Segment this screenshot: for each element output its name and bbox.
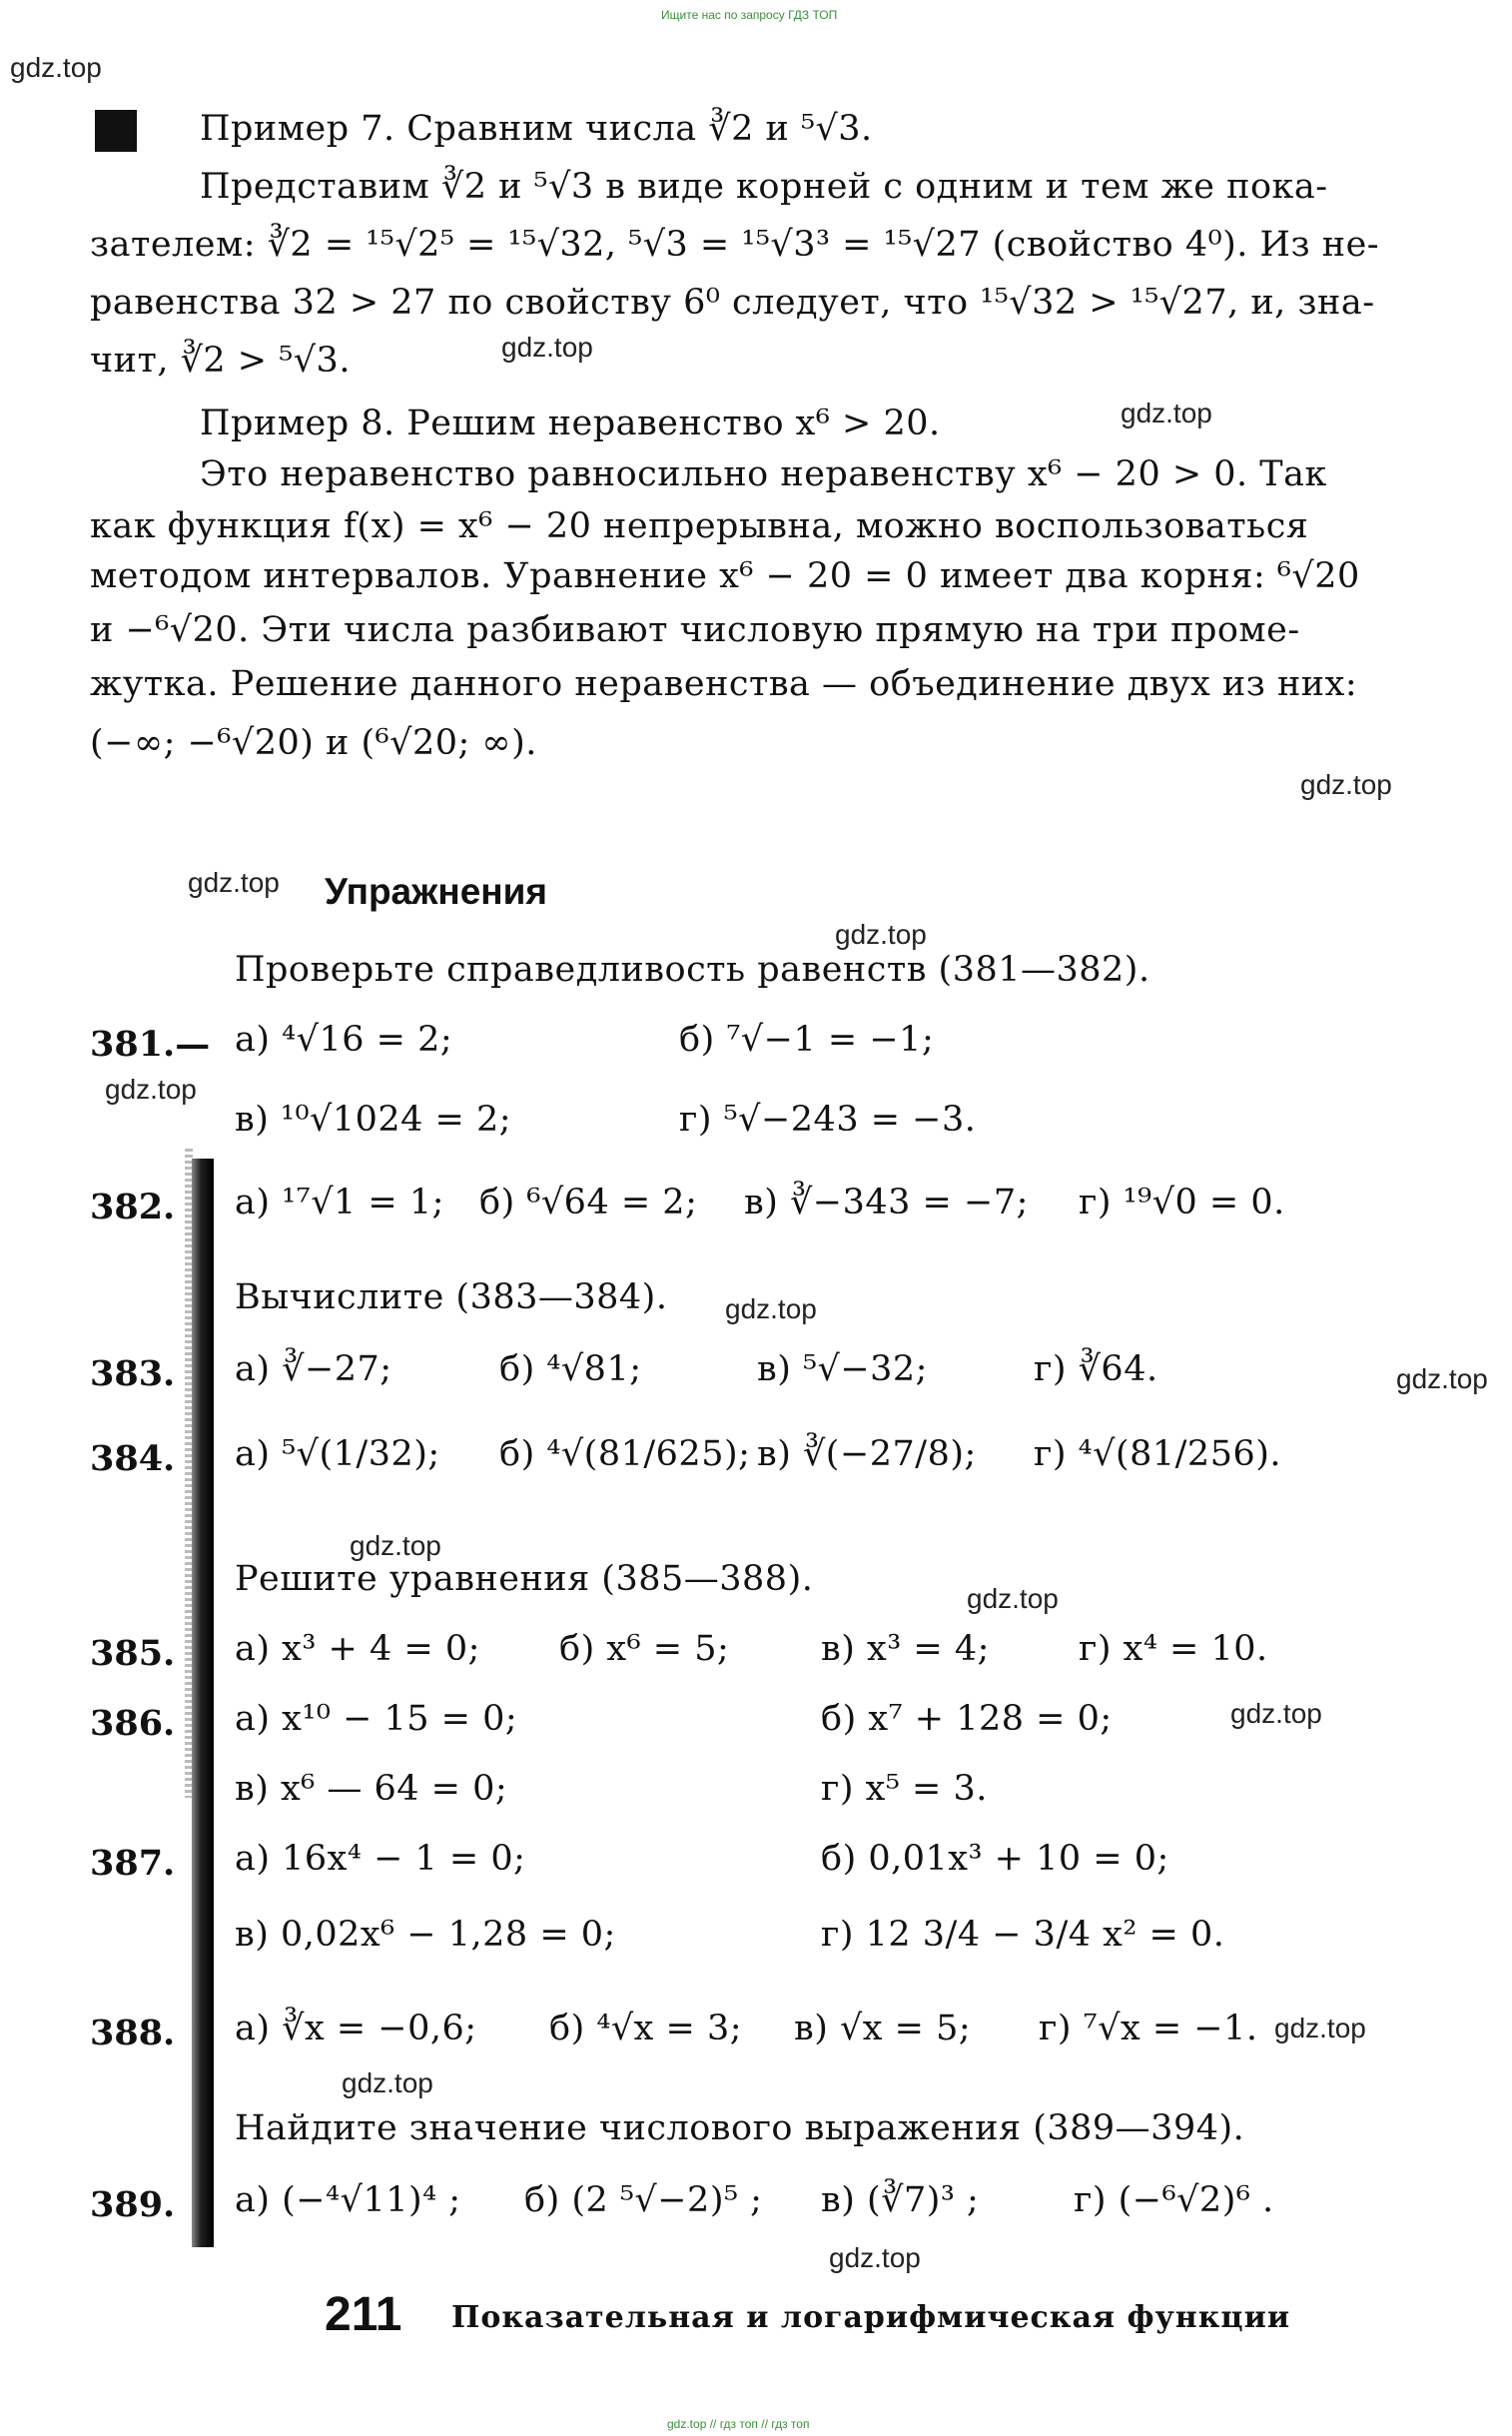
exercise-item: б) ⁴√x = 3;	[549, 2009, 743, 2048]
exercise-item: г) ∛64.	[1034, 1349, 1158, 1389]
exercise-item: г) x⁴ = 10.	[1079, 1629, 1268, 1669]
watermark: gdz.top	[835, 919, 927, 950]
exercise-number: 385.	[90, 1633, 176, 1674]
watermark: gdz.top	[829, 2242, 921, 2273]
example7-line5: чит, ∛2 > ⁵√3.	[90, 341, 351, 381]
exercise-item: а) ∛−27;	[235, 1349, 392, 1389]
watermark: gdz.top	[1274, 2013, 1366, 2043]
watermark: gdz.top	[350, 1530, 441, 1561]
example8-line3: как функция f(x) = x⁶ − 20 непрерывна, можно воспользоваться	[90, 506, 1309, 546]
exercise-item: а) ⁴√16 = 2;	[235, 1020, 453, 1060]
exercise-item: а) ¹⁷√1 = 1;	[235, 1183, 444, 1222]
bottom-note: gdz.top // гдз топ // гдз топ	[667, 2417, 810, 2431]
exercise-item: в) ¹⁰√1024 = 2;	[235, 1100, 512, 1140]
exercise-item: а) x³ + 4 = 0;	[235, 1629, 480, 1669]
exercise-number: 382.	[90, 1187, 176, 1227]
instruction-385-388: Решите уравнения (385—388).	[235, 1559, 814, 1599]
exercise-item: г) ⁷√x = −1.	[1039, 2009, 1258, 2048]
exercise-item: в) (∛7)³ ;	[821, 2180, 980, 2220]
instruction-389-394: Найдите значение числового выражения (389—394).	[235, 2108, 1245, 2148]
exercise-item: г) 12 3/4 − 3/4 x² = 0.	[821, 1915, 1225, 1955]
exercise-item: б) ⁴√(81/625);	[499, 1434, 751, 1474]
exercise-item: б) 0,01x³ + 10 = 0;	[821, 1839, 1169, 1879]
exercise-item: б) ⁶√64 = 2;	[479, 1183, 698, 1222]
exercise-item: а) 16x⁴ − 1 = 0;	[235, 1839, 526, 1879]
exercise-number: 389.	[90, 2184, 176, 2225]
example-marker-square	[95, 110, 137, 152]
example7-line2: Представим ∛2 и ⁵√3 в виде корней с одним и тем же пока-	[200, 167, 1328, 207]
exercise-item: в) x⁶ — 64 = 0;	[235, 1769, 508, 1809]
exercise-item: в) x³ = 4;	[821, 1629, 990, 1669]
exercise-item: в) ⁵√−32;	[757, 1349, 928, 1389]
exercise-item: г) (−⁶√2)⁶ .	[1074, 2180, 1274, 2220]
watermark: gdz.top	[1121, 398, 1212, 428]
example8-line1: Пример 8. Решим неравенство x⁶ > 20.	[200, 404, 941, 443]
exercise-item: а) ⁵√(1/32);	[235, 1434, 440, 1474]
section-title: Упражнения	[325, 871, 547, 912]
example7-line1: Пример 7. Сравним числа ∛2 и ⁵√3.	[200, 109, 873, 149]
example7-line4: равенства 32 > 27 по свойству 6⁰ следует, что ¹⁵√32 > ¹⁵√27, и, зна-	[90, 283, 1375, 323]
watermark: gdz.top	[1396, 1363, 1488, 1394]
example8-line6: жутка. Решение данного неравенства — объединение двух из них:	[90, 664, 1358, 704]
example7-line3: зателем: ∛2 = ¹⁵√2⁵ = ¹⁵√32, ⁵√3 = ¹⁵√3³ = ¹⁵√27 (свойство 4⁰). Из не-	[90, 225, 1380, 265]
exercise-item: в) √x = 5;	[794, 2009, 972, 2048]
watermark: gdz.top	[967, 1583, 1059, 1614]
exercise-number: 386.	[90, 1703, 176, 1744]
watermark: gdz.top	[1300, 769, 1392, 800]
watermark: gdz.top	[1230, 1698, 1322, 1729]
exercise-number: 387.	[90, 1843, 176, 1884]
exercise-item: в) ∛(−27/8);	[757, 1434, 977, 1474]
watermark: gdz.top	[10, 52, 102, 83]
exercise-item: б) ⁷√−1 = −1;	[679, 1020, 935, 1060]
watermark: gdz.top	[501, 332, 593, 363]
example8-line2: Это неравенство равносильно неравенству x⁶ − 20 > 0. Так	[200, 454, 1327, 494]
margin-bar	[192, 1159, 214, 2247]
exercise-item: г) ⁴√(81/256).	[1034, 1434, 1282, 1474]
exercise-item: а) x¹⁰ − 15 = 0;	[235, 1699, 518, 1739]
instruction-381-382: Проверьте справедливость равенств (381—382).	[235, 950, 1150, 990]
exercise-item: а) (−⁴√11)⁴ ;	[235, 2180, 461, 2220]
exercise-item: б) ⁴√81;	[499, 1349, 642, 1389]
exercise-item: б) x⁷ + 128 = 0;	[821, 1699, 1113, 1739]
watermark: gdz.top	[725, 1293, 817, 1324]
exercise-item: б) x⁶ = 5;	[559, 1629, 730, 1669]
watermark: gdz.top	[342, 2067, 433, 2098]
exercise-number: 388.	[90, 2013, 176, 2053]
exercise-number: 381.—	[90, 1024, 211, 1065]
exercise-item: б) (2 ⁵√−2)⁵ ;	[524, 2180, 763, 2220]
exercise-item: г) x⁵ = 3.	[821, 1769, 988, 1809]
instruction-383-384: Вычислите (383—384).	[235, 1277, 668, 1317]
example8-line5: и −⁶√20. Эти числа разбивают числовую прямую на три проме-	[90, 610, 1300, 650]
page-number: 211	[325, 2288, 402, 2341]
exercise-item: в) ∛−343 = −7;	[744, 1183, 1029, 1222]
example8-line4: методом интервалов. Уравнение x⁶ − 20 = 0 имеет два корня: ⁶√20	[90, 556, 1360, 596]
top-search-note: Ищите нас по запросу ГДЗ ТОП	[661, 8, 838, 22]
watermark: gdz.top	[105, 1074, 197, 1105]
example8-line7: (−∞; −⁶√20) и (⁶√20; ∞).	[90, 723, 537, 763]
running-footer-title: Показательная и логарифмическая функции	[451, 2300, 1291, 2335]
exercise-number: 384.	[90, 1438, 176, 1479]
exercise-number: 383.	[90, 1353, 176, 1394]
exercise-item: в) 0,02x⁶ − 1,28 = 0;	[235, 1915, 616, 1955]
exercise-item: а) ∛x = −0,6;	[235, 2009, 477, 2048]
exercise-item: г) ¹⁹√0 = 0.	[1079, 1183, 1285, 1222]
exercise-item: г) ⁵√−243 = −3.	[679, 1100, 977, 1140]
watermark: gdz.top	[188, 867, 280, 898]
